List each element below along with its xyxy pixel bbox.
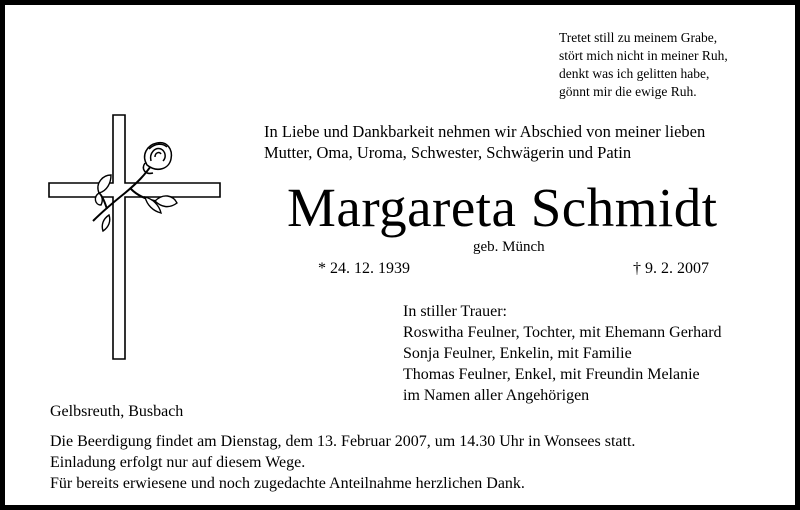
- mourners-line: Roswitha Feulner, Tochter, mit Ehemann Gerhard: [403, 324, 722, 341]
- maiden-name: geb. Münch: [473, 239, 545, 255]
- mourners-line: Sonja Feulner, Enkelin, mit Familie: [403, 345, 632, 362]
- mourners-line: In stiller Trauer:: [403, 303, 507, 320]
- cross-with-rose-icon: [45, 113, 225, 363]
- mourners-line: Thomas Feulner, Enkel, mit Freundin Melanie: [403, 366, 700, 383]
- intro-line: In Liebe und Dankbarkeit nehmen wir Abschied von meiner lieben: [264, 122, 706, 141]
- intro-line: Mutter, Oma, Uroma, Schwester, Schwägerin und Patin: [264, 143, 632, 162]
- footer-line: Für bereits erwiesene und noch zugedachte Anteilnahme herzlichen Dank.: [50, 475, 525, 492]
- verse-line: gönnt mir die ewige Ruh.: [559, 84, 697, 99]
- footer-line: Die Beerdigung findet am Dienstag, dem 13. Februar 2007, um 14.30 Uhr in Wonsees statt.: [50, 433, 636, 450]
- intro-text: [264, 121, 705, 163]
- deceased-name: Margareta Schmidt: [287, 177, 718, 238]
- verse-line: denkt was ich gelitten habe,: [559, 66, 710, 81]
- funeral-details: [50, 431, 635, 494]
- mourners-list: [403, 301, 722, 406]
- mourners-line: im Namen aller Angehörigen: [403, 387, 590, 404]
- place-names: Gelbsreuth, Busbach: [50, 403, 184, 420]
- death-date: † 9. 2. 2007: [633, 260, 709, 277]
- verse-line: stört mich nicht in meiner Ruh,: [559, 48, 728, 63]
- memorial-verse: [559, 29, 728, 101]
- verse-line: Tretet still zu meinem Grabe,: [559, 30, 718, 45]
- footer-line: Einladung erfolgt nur auf diesem Wege.: [50, 454, 306, 471]
- birth-date: * 24. 12. 1939: [318, 260, 410, 277]
